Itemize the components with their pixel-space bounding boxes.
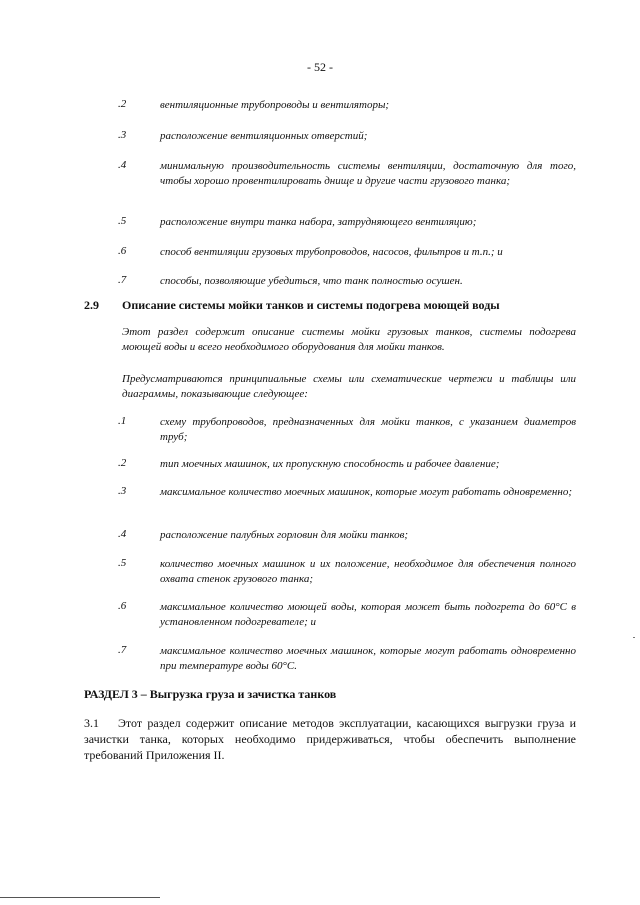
- list-item-number: .1: [118, 415, 127, 427]
- list-item-number: .2: [118, 98, 127, 110]
- list-item-text: способы, позволяющие убедиться, что танк полностью осушен.: [160, 275, 463, 287]
- list-item-number: .7: [118, 274, 127, 286]
- list-item-text: расположение внутри танка набора, затрудняющего вентиляцию;: [160, 216, 477, 228]
- list-item-number: .4: [118, 528, 127, 540]
- list-item-number: .5: [118, 215, 127, 227]
- list-item-number: .7: [118, 644, 127, 656]
- section-title: Описание системы мойки танков и системы подогрева моющей воды: [122, 298, 500, 312]
- list-item-number: .6: [118, 600, 127, 612]
- section-paragraph: Предусматриваются принципиальные схемы или схематические чертежи и таблицы или диаграммы, показывающие следующее:: [122, 373, 576, 400]
- list-item-text: расположение вентиляционных отверстий;: [160, 130, 368, 142]
- list-item-text: расположение палубных горловин для мойки танков;: [160, 529, 409, 541]
- list-item-text: максимальное количество моющей воды, которая может быть подогрета до 60°С в установленном подогревателе; и: [160, 601, 576, 628]
- list-item-text: количество моечных машинок и их положение, необходимое для обеспечения полного охвата стенок грузового танка;: [160, 558, 576, 585]
- list-item-text: минимальную производительность системы вентиляции, достаточную для того, чтобы хорошо провентилировать днище и другие части грузового танка;: [160, 160, 576, 187]
- section-heading: РАЗДЕЛ 3 – Выгрузка груза и зачистка танков: [84, 687, 337, 701]
- list-item-number: .5: [118, 557, 127, 569]
- list-item-number: .4: [118, 159, 127, 171]
- section-paragraph: Этот раздел содержит описание системы мойки грузовых танков, системы подогрева моющей воды и всего необходимого оборудования для мойки танков.: [122, 326, 576, 353]
- list-item-text: способ вентиляции грузовых трубопроводов, насосов, фильтров и т.п.; и: [160, 246, 503, 258]
- list-item-text: схему трубопроводов, предназначенных для мойки танков, с указанием диаметров труб;: [160, 416, 576, 443]
- paragraph-number: 3.1: [84, 716, 99, 730]
- page-number: - 52 -: [307, 60, 333, 74]
- footnote-separator: [0, 897, 160, 898]
- list-item-number: .2: [118, 457, 127, 469]
- list-item-number: .6: [118, 245, 127, 257]
- paragraph-text: Этот раздел содержит описание методов эксплуатации, касающихся выгрузки груза и зачистки танка, которых необходимо придерживаться, чтобы обеспечить выполнение требований Приложения II.: [84, 716, 576, 762]
- list-item-text: максимальное количество моечных машинок, которые могут работать одновременно;: [160, 486, 572, 498]
- list-item-number: .3: [118, 485, 127, 497]
- scan-mark: [633, 637, 635, 638]
- section-number: 2.9: [84, 298, 99, 312]
- list-item-text: максимальное количество моечных машинок, которые могут работать одновременно при температуре воды 60°С.: [160, 645, 576, 672]
- list-item-text: вентиляционные трубопроводы и вентиляторы;: [160, 99, 390, 111]
- list-item-text: тип моечных машинок, их пропускную способность и рабочее давление;: [160, 458, 500, 470]
- list-item-number: .3: [118, 129, 127, 141]
- section-paragraph: [84, 715, 576, 763]
